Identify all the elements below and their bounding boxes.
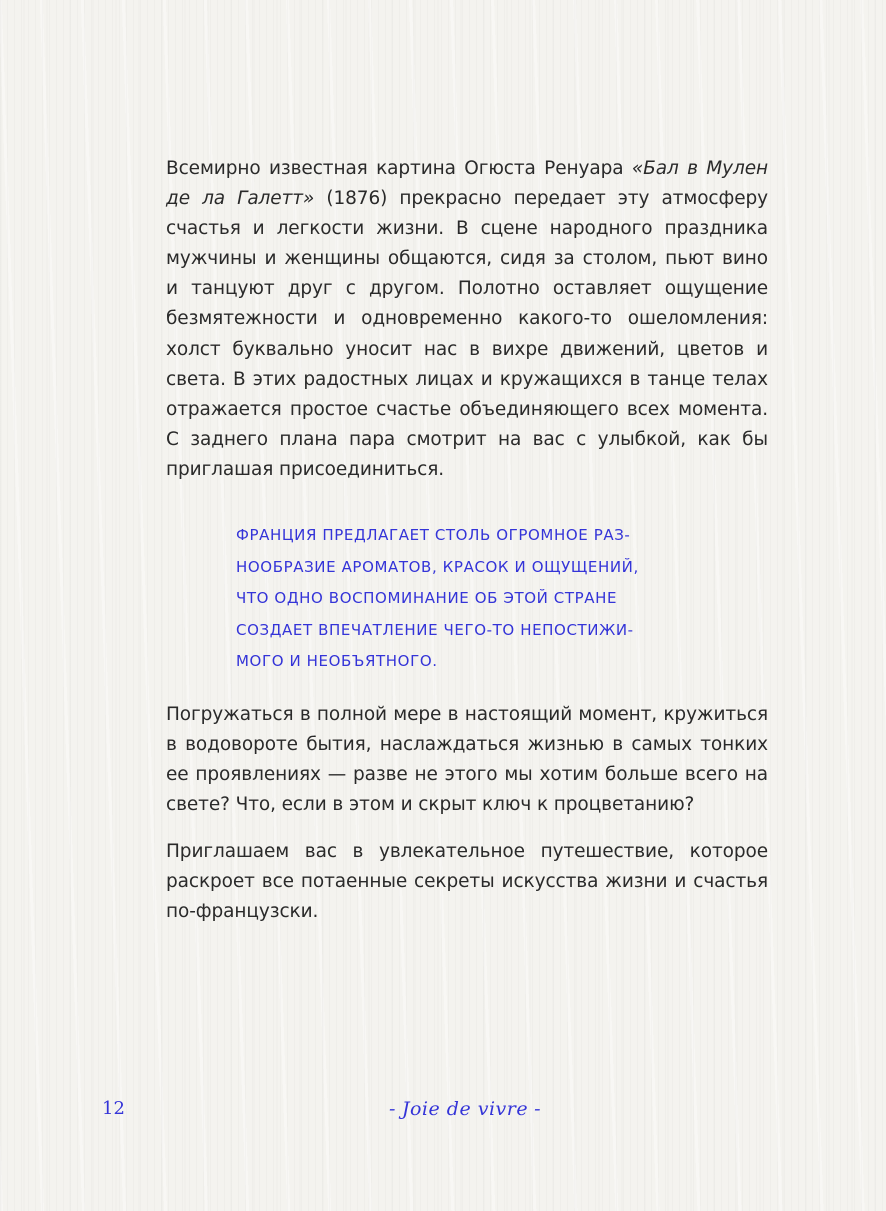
painting-title: «Бал в Мулен де ла Галетт»: [166, 158, 768, 210]
running-title-dash-left: -: [388, 1098, 396, 1120]
running-title-text: Joie de vivre: [401, 1098, 529, 1120]
running-title: [300, 1098, 630, 1120]
pull-quote-line: НООБРАЗИЕ АРОМАТОВ, КРАСОК И ОЩУЩЕНИЙ,: [236, 557, 639, 576]
pull-quote-line: СОЗДАЕТ ВПЕЧАТЛЕНИЕ ЧЕГО-ТО НЕПОСТИЖИ-: [236, 620, 634, 639]
paragraph-renoir-end: (1876) прекрасно передает эту атмосферу счастья и легкости жизни. В сцене народного праздника мужчины и женщины общаются, сидя за столом, пьют вино и танцуют друг с другом. Полотно оставляет ощущение безмятежности и одновременно какого-то ошеломления: холст буквально уносит нас в вихре движений, цветов и света. В этих радостных лицах и кружащихся в танце телах отражается простое счастье объединяющего всех момента. С заднего плана пара смотрит на вас с улыбкой, как бы приглашая присоединиться.: [166, 188, 768, 480]
pull-quote-line: ФРАНЦИЯ ПРЕДЛАГАЕТ СТОЛЬ ОГРОМНОЕ РАЗ-: [236, 526, 631, 544]
paragraph-moment: Погружаться в полной мере в настоящий момент, кружиться в водовороте бытия, наслаждаться жизнью в самых тонких ее проявлениях — разве не этого мы хотим больше всего на свете? Что, если в этом и скрыт ключ к процветанию?: [166, 704, 768, 816]
pull-quote-line: МОГО И НЕОБЪЯТНОГО.: [236, 652, 438, 670]
pull-quote-line: ЧТО ОДНО ВОСПОМИНАНИЕ ОБ ЭТОЙ СТРАНЕ: [236, 589, 618, 607]
paragraph-invitation: Приглашаем вас в увлекательное путешествие, которое раскроет все потаенные секреты искусства жизни и счастья по-французски.: [166, 841, 768, 923]
paragraph-renoir-start: Всемирно известная картина Огюста Ренуара: [166, 158, 632, 179]
running-title-dash-right: -: [534, 1098, 542, 1120]
paragraph-renoir: [166, 154, 768, 485]
page-number: 12: [102, 1098, 125, 1119]
pull-quote: [236, 520, 696, 678]
